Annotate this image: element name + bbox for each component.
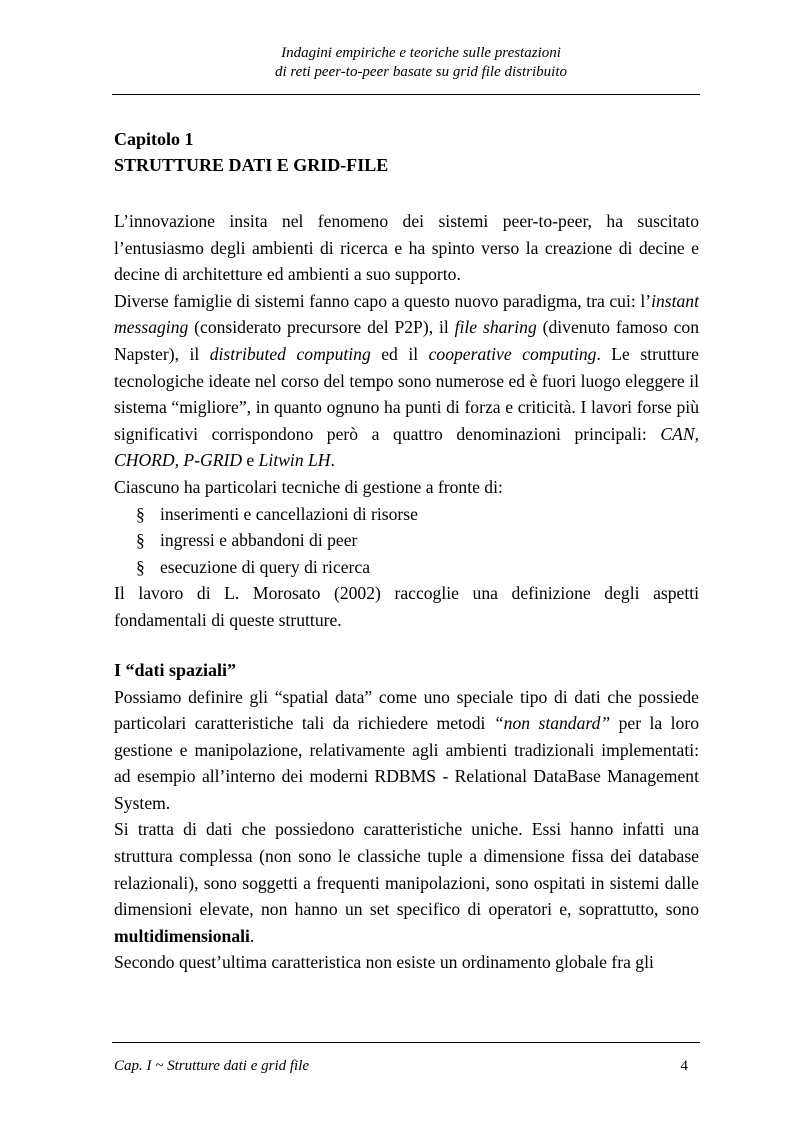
header-line-1: Indagini empiriche e teoriche sulle prestazioni: [281, 45, 561, 61]
term-system-names: CAN, CHORD, P-GRID: [114, 423, 699, 471]
intro-paragraph-1: L’innovazione insita nel fenomeno dei sistemi peer-to-peer, ha suscitato l’entusiasmo degli ambienti di ricerca e ha spinto verso la creazione di decine e decine di architetture ed ambienti a suo supporto.: [114, 211, 699, 285]
section-paragraph-1: Possiamo definire gli “spatial data” come uno speciale tipo di dati che possiede particolari caratteristiche tali da richiedere metodi “non standard” per la loro gestione e manipolazione, relativamente agli ambienti tradizionali implementati: ad esempio all’interno dei moderni RDBMS - Relational DataBase Management System.: [114, 686, 699, 813]
section-paragraph-3: Secondo quest’ultima caratteristica non esiste un ordinamento globale fra gli: [114, 952, 654, 973]
bullet-list: [114, 501, 699, 581]
running-header: [112, 44, 700, 82]
term-cooperative-computing: cooperative computing: [428, 343, 597, 364]
section-title: I “dati spaziali”: [114, 659, 237, 680]
chapter-label: Capitolo 1: [114, 129, 194, 149]
term-file-sharing: file sharing: [454, 317, 537, 338]
list-item: § ingressi e abbandoni di peer: [136, 527, 699, 554]
term-instant-messaging: instant messaging: [114, 290, 699, 338]
intro-paragraph-2: Diverse famiglie di sistemi fanno capo a questo nuovo paradigma, tra cui: l’instant messaging (considerato precursore del P2P), il file sharing (divenuto famoso con Napster), il distributed computing ed il cooperative computing. Le strutture tecnologiche ideate nel corso del tempo sono numerose ed è fuori luogo eleggere il sistema “migliore”, in quanto ognuno ha punti di forza e criticità. I lavori forse più significativi corrispondono però a quattro denominazioni principali: CAN, CHORD, P-GRID e Litwin LH.: [114, 290, 699, 471]
term-multidimensionali: multidimensionali: [114, 925, 250, 946]
chapter-title: STRUTTURE DATI E GRID-FILE: [114, 155, 389, 175]
page-body: [114, 126, 699, 976]
intro-paragraph-4: Il lavoro di L. Morosato (2002) raccoglie una definizione degli aspetti fondamentali di queste strutture.: [114, 583, 699, 630]
list-item: § esecuzione di query di ricerca: [136, 554, 699, 581]
section-sign-icon: §: [136, 530, 145, 551]
section-sign-icon: §: [136, 503, 145, 524]
list-item: § inserimenti e cancellazioni di risorse: [136, 501, 699, 528]
term-distributed-computing: distributed computing: [209, 343, 371, 364]
term-non-standard: “non standard”: [493, 713, 611, 734]
running-footer: [114, 1056, 688, 1076]
term-litwin: Litwin LH: [258, 450, 331, 471]
section-sign-icon: §: [136, 556, 145, 577]
page-number: 4: [680, 1058, 688, 1074]
header-rule: [112, 94, 700, 95]
header-line-2: di reti peer-to-peer basate su grid file distribuito: [274, 64, 568, 80]
section-paragraph-2: Si tratta di dati che possiedono caratteristiche uniche. Essi hanno infatti una struttura complessa (non sono le classiche tuple a dimensione fissa dei database relazionali), sono soggetti a frequenti manipolazioni, sono ospitati in sistemi dalle dimensioni elevate, non hanno un set specifico di operatori e, soprattutto, sono multidimensionali.: [114, 819, 699, 946]
footer-rule: [112, 1042, 700, 1043]
footer-chapter: Cap. I ~ Strutture dati e grid file: [114, 1058, 310, 1074]
intro-paragraph-3: Ciascuno ha particolari tecniche di gestione a fronte di:: [114, 476, 503, 497]
